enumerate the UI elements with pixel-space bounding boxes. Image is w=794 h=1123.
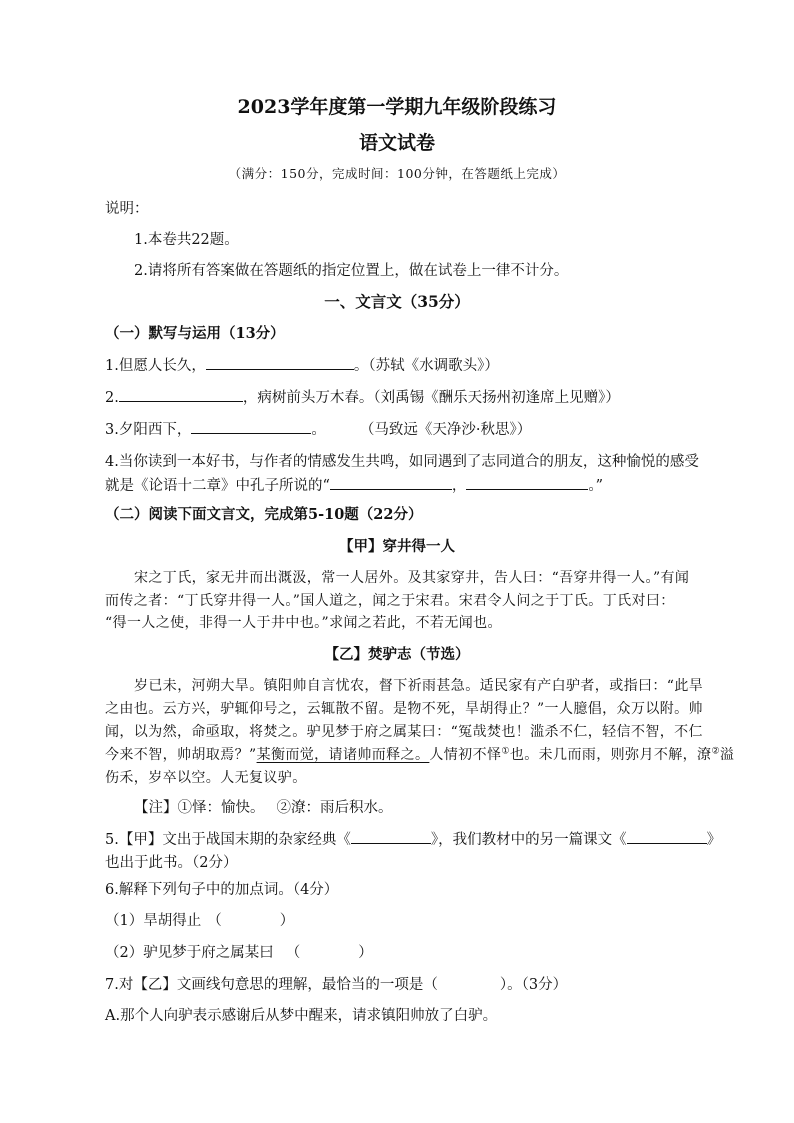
passage-line: “得一人之使，非得一人于井中也。”求闻之若此，不若无闻也。 <box>105 615 502 631</box>
exam-title: 2023学年度第一学期九年级阶段练习 <box>237 96 557 118</box>
passage-line: 之由也。云方兴，驴辄仰号之，云辄散不留。是物不死，旱胡得止？”一人臆倡，众万以附。帅 <box>105 701 703 717</box>
answer-blank[interactable] <box>191 419 311 434</box>
question-7: 7.对【乙】文画线句意思的理解，最恰当的一项是（ ）。（3分） <box>105 977 568 993</box>
passage-line: 今来不智，帅胡取焉？”某衡而觉，请诸帅而释之。人情初不怿①也。未几而雨，则弥月不解，潦②溢 <box>105 746 735 763</box>
question-6: 6.解释下列句子中的加点词。（4分） <box>105 882 339 898</box>
underlined-sentence: 某衡而觉，请诸帅而释之。 <box>256 747 430 763</box>
answer-blank[interactable] <box>206 355 354 370</box>
answer-paren[interactable]: （ ） <box>285 945 373 961</box>
answer-blank[interactable] <box>330 475 452 490</box>
answer-paren[interactable]: （ ） <box>207 913 295 929</box>
part-title: （一）默写与运用（13分） <box>105 325 285 342</box>
question-4-line1: 4.当你读到一本好书，与作者的情感发生共鸣，如同遇到了志同道合的朋友，这种愉悦的感受 <box>105 454 699 470</box>
question-6-item-2: （2）驴见梦于府之属某曰 （ ） <box>105 945 373 961</box>
passage-jia-title: 【甲】穿井得一人 <box>339 538 455 555</box>
question-5: 5.【甲】文出于战国末期的杂家经典《 》，我们教材中的另一篇课文《 》 <box>105 828 721 849</box>
answer-blank[interactable] <box>351 829 431 844</box>
passage-line: 而传之者：“丁氏穿井得一人。”国人道之，闻之于宋君。宋君令人问之于丁氏。丁氏对曰： <box>105 593 675 609</box>
passage-yi-title: 【乙】焚驴志（节选） <box>324 646 470 663</box>
section-title: 一、文言文（35分） <box>324 292 470 311</box>
instruction-item: 1.本卷共22题。 <box>134 232 239 248</box>
answer-blank[interactable] <box>627 829 707 844</box>
passage-notes: 【注】①怿：愉快。 ②潦：雨后积水。 <box>134 800 393 816</box>
question-3: 3.夕阳西下， 。 （马致远《天净沙·秋思》） <box>105 418 531 439</box>
exam-subtitle: 语文试卷 <box>358 132 435 154</box>
instruction-item: 2.请将所有答案做在答题纸的指定位置上，做在试卷上一律不计分。 <box>134 263 569 279</box>
question-5-line2: 也出于此书。（2分） <box>105 855 238 871</box>
question-4-line2: 就是《论语十二章》中孔子所说的“ ， 。” <box>105 474 603 495</box>
part-title: （二）阅读下面文言文，完成第5-10题（22分） <box>105 506 423 523</box>
passage-line: 伤禾，岁卒以空。人无复议驴。 <box>105 770 307 786</box>
question-6-item-1: （1）旱胡得止 （ ） <box>105 913 295 929</box>
passage-line: 闻，以为然，命亟取，将焚之。驴见梦于府之属某曰：“冤哉焚也！滥杀不仁，轻信不智，不仁 <box>105 724 703 740</box>
question-2: 2. ，病树前头万木春。（刘禹锡《酬乐天扬州初逢席上见赠》） <box>105 386 620 407</box>
exam-note: （满分：150分，完成时间：100分钟，在答题纸上完成） <box>228 166 566 181</box>
answer-blank[interactable] <box>119 387 243 402</box>
answer-blank[interactable] <box>466 475 588 490</box>
passage-line: 岁已未，河朔大旱。镇阳帅自言忧农，督下祈雨甚急。适民家有产白驴者，或指曰：“此旱 <box>134 678 704 694</box>
passage-line: 宋之丁氏，家无井而出溉汲，常一人居外。及其家穿井，告人曰：“吾穿井得一人。”有闻 <box>134 570 690 586</box>
instructions-label: 说明： <box>105 201 149 217</box>
question-7-option-a: A.那个人向驴表示感谢后从梦中醒来，请求镇阳帅放了白驴。 <box>105 1008 498 1024</box>
question-1: 1.但愿人长久， 。（苏轼《水调歌头》） <box>105 354 499 375</box>
